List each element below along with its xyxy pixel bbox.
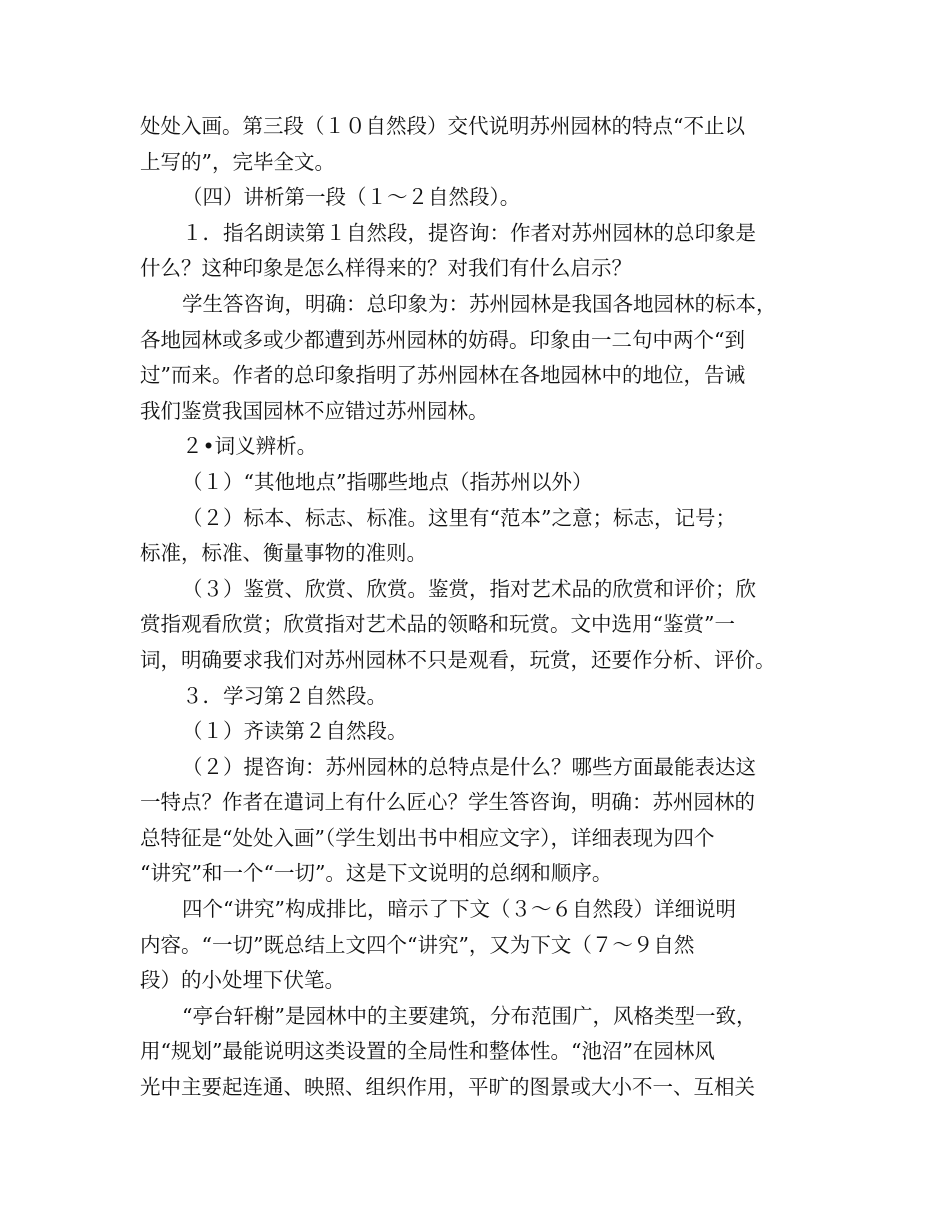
text-line: 词，明确要求我们对苏州园林不只是观看，玩赏，还要作分析、评价。 xyxy=(140,647,776,672)
paragraph xyxy=(140,501,815,572)
text-line: （１）“其他地点”指哪些地点（指苏州以外） xyxy=(182,469,593,494)
text-line: 光中主要起连通、映照、组织作用，平旷的图景或大小不一、互相关 xyxy=(140,1075,755,1100)
paragraph xyxy=(140,287,815,429)
text-line: 学生答咨询，明确：总印象为：苏州园林是我国各地园林的标本， xyxy=(182,291,777,316)
paragraph xyxy=(140,109,815,180)
paragraph xyxy=(140,465,815,501)
text-line: ２•词义辨析。 xyxy=(182,434,318,459)
paragraph xyxy=(140,572,815,679)
text-line: 一特点？作者在遣词上有什么匠心？学生答咨询，明确：苏州园林的 xyxy=(140,790,755,815)
text-line: 标准，标准、衡量事物的准则。 xyxy=(140,541,427,566)
text-line: “亭台轩榭”是园林中的主要建筑，分布范围广，风格类型一致， xyxy=(182,1003,757,1028)
text-line: （四）讲析第一段（１～２自然段）。 xyxy=(182,185,521,210)
paragraph xyxy=(140,750,815,892)
paragraph xyxy=(140,892,815,999)
paragraph xyxy=(140,216,815,287)
text-line: 过”而来。作者的总印象指明了苏州园林在各地园林中的地位，告诫 xyxy=(140,363,745,388)
text-line: （１）齐读第２自然段。 xyxy=(182,719,408,744)
text-line: 总特征是“处处入画”（学生划出书中相应文字），详细表现为四个 xyxy=(140,825,715,850)
text-line: 用“规划”最能说明这类设置的全局性和整体性。“池沼”在园林风 xyxy=(140,1039,715,1064)
paragraph xyxy=(140,180,815,216)
text-line: 处处入画。第三段（１０自然段）交代说明苏州园林的特点“不止以 xyxy=(140,114,745,138)
text-line: 我们鉴赏我国园林不应错过苏州园林。 xyxy=(140,398,489,423)
text-line: 赏指观看欣赏；欣赏指对艺术品的领略和玩赏。文中选用“鉴赏”一 xyxy=(140,612,735,637)
text-line: 四个“讲究”构成排比，暗示了下文（３～６自然段）详细说明 xyxy=(182,897,736,922)
text-line: （２）标本、标志、标准。这里有“范本”之意；标志，记号； xyxy=(182,505,736,530)
text-line: “讲究”和一个“一切”。这是下文说明的总纲和顺序。 xyxy=(140,861,613,886)
paragraph xyxy=(140,714,815,750)
text-line: １．指名朗读第１自然段，提咨询：作者对苏州园林的总印象是 xyxy=(182,220,756,245)
document-body xyxy=(140,109,815,1106)
paragraph xyxy=(140,999,815,1106)
text-line: 什么？这种印象是怎么样得来的？对我们有什么启示？ xyxy=(140,256,632,281)
paragraph xyxy=(140,679,815,715)
text-line: （３）鉴赏、欣赏、欣赏。鉴赏，指对艺术品的欣赏和评价；欣 xyxy=(182,576,756,601)
text-line: 各地园林或多或少都遭到苏州园林的妨碍。印象由一二句中两个“到 xyxy=(140,327,745,352)
text-line: 上写的”，完毕全文。 xyxy=(140,149,335,174)
text-line: 段）的小处埋下伏笔。 xyxy=(140,968,345,993)
text-line: 内容。“一切”既总结上文四个“讲究”，又为下文（７～９自然 xyxy=(140,932,695,957)
paragraph xyxy=(140,429,815,465)
text-line: （２）提咨询：苏州园林的总特点是什么？哪些方面最能表达这 xyxy=(182,754,756,779)
text-line: ３．学习第２自然段。 xyxy=(182,683,387,708)
